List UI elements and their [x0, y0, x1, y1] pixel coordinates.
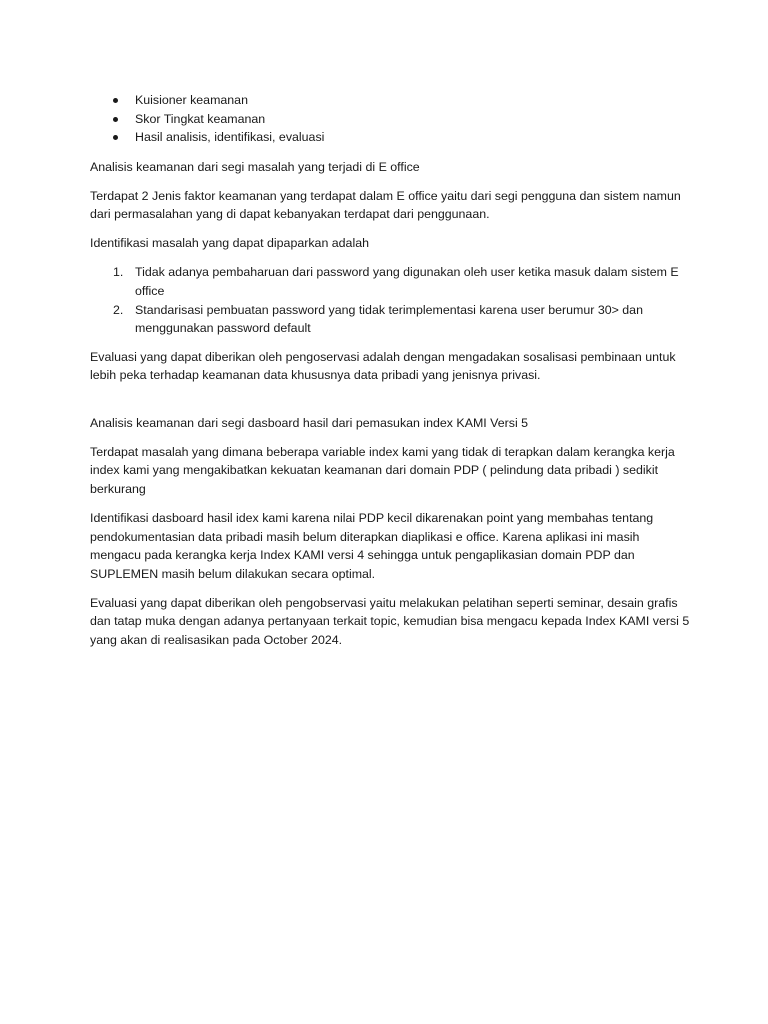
numbered-item [90, 301, 690, 338]
bullet-text: Kuisioner keamanan [135, 93, 248, 107]
blank-line [90, 395, 690, 414]
item-number: 1. [113, 265, 124, 280]
section1-heading: Analisis keamanan dari segi masalah yang terjadi di E office [90, 159, 420, 174]
section1-paragraph-3: Evaluasi yang dapat diberikan oleh pengoservasi adalah dengan mengadakan sosalisasi pembinaan untuk lebih peka terhadap keamanan data khususnya data pribadi yang jenisnya privasi. [90, 349, 676, 383]
item-number: 2. [113, 302, 124, 317]
bullet-text: Skor Tingkat keamanan [135, 111, 266, 126]
bullet-item [90, 128, 690, 147]
bullet-item [90, 91, 690, 110]
section2-paragraph-1: Terdapat masalah yang dimana beberapa variable index kami yang tidak di terapkan dalam kerangka kerja index kami yang mengakibatkan kekuatan keamanan dari domain PDP ( pelindung data pribadi ) sedikit berkurang [90, 444, 675, 497]
section1-paragraph-2: Identifikasi masalah yang dapat dipaparkan adalah [90, 236, 369, 251]
bullet-item [90, 110, 690, 129]
section2-paragraph-2: Identifikasi dasboard hasil idex kami karena nilai PDP kecil dikarenakan point yang membahas tentang pendokumentasian data pribadi masih belum diterapkan diaplikasi e office. Karena aplikasi ini masih mengacu pada kerangka kerja Index KAMI versi 4 sehingga untuk pengaplikasian domain PDP dan SUPLEMEN masih belum dilakukan secara optimal. [90, 511, 654, 581]
bullet-list [90, 91, 690, 147]
section1-paragraph-1: Terdapat 2 Jenis faktor keamanan yang terdapat dalam E office yaitu dari segi pengguna dan sistem namun dari permasalahan yang di dapat kebanyakan terdapat dari penggunaan. [90, 188, 681, 222]
item-text: Standarisasi pembuatan password yang tidak terimplementasi karena user berumur 30> dan menggunakan password default [135, 302, 643, 336]
bullet-dot-icon [113, 117, 118, 122]
section2-paragraph-3: Evaluasi yang dapat diberikan oleh pengobservasi yaitu melakukan pelatihan seperti seminar, desain grafis dan tatap muka dengan adanya pertanyaan terkait topic, kemudian bisa mengacu kepada Index KAMI versi 5 yang akan di realisasikan pada October 2024. [90, 595, 690, 647]
bullet-text: Hasil analisis, identifikasi, evaluasi [135, 130, 325, 145]
numbered-item [90, 263, 690, 300]
bullet-dot-icon [113, 98, 118, 103]
item-text: Tidak adanya pembaharuan dari password yang digunakan oleh user ketika masuk dalam sistem E office [135, 265, 679, 298]
bullet-dot-icon [113, 135, 118, 140]
document-page [90, 91, 690, 660]
section2-heading: Analisis keamanan dari segi dasboard hasil dari pemasukan index KAMI Versi 5 [90, 415, 529, 430]
numbered-list [90, 263, 690, 337]
